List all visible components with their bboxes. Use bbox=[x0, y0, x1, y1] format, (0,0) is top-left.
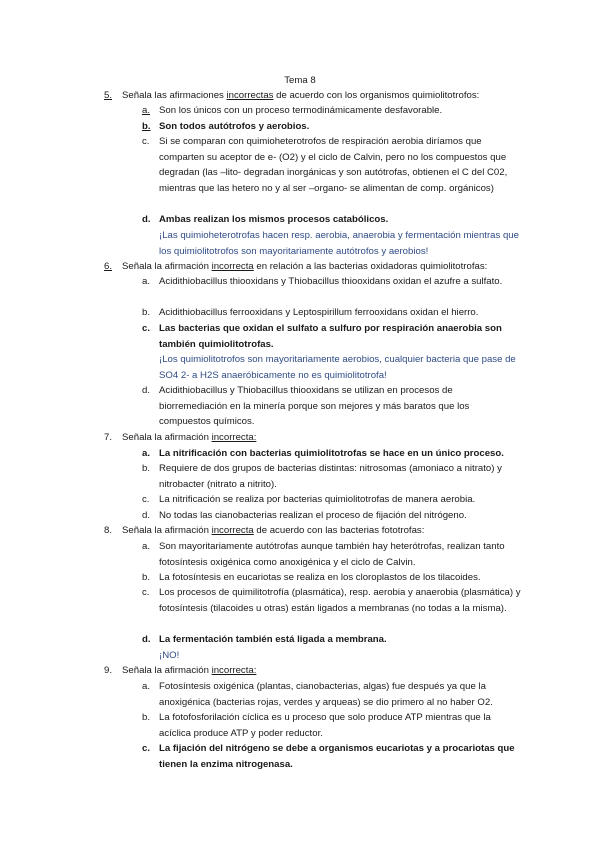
question-text: Señala la afirmación incorrecta: bbox=[122, 665, 257, 676]
option-5d: d. Ambas realizan los mismos procesos catabólicos. bbox=[142, 214, 389, 225]
option-7d: d. No todas las cianobacterias realizan el proceso de fijación del nitrógeno. bbox=[142, 510, 467, 521]
option-5a: a. Son los únicos con un proceso termodinámicamente desfavorable. bbox=[142, 105, 443, 116]
option-6a: a. Acidithiobacillus thiooxidans y Thiobacillus thiooxidans oxidan el azufre a sulfato. bbox=[142, 276, 503, 287]
question-number: 6. bbox=[104, 261, 113, 272]
question-5 bbox=[104, 88, 524, 104]
option-8d: d. La fermentación también está ligada a membrana. bbox=[142, 634, 387, 645]
question-text: Señala la afirmación incorrecta: bbox=[122, 432, 257, 443]
question-6 bbox=[104, 259, 524, 275]
question-text: Señala la afirmación incorrecta de acuerdo con las bacterias fototrofas: bbox=[122, 525, 425, 536]
question-9 bbox=[104, 663, 524, 679]
option-6b: b. Acidithiobacillus ferrooxidans y Leptospirillum ferrooxidans oxidan el hierro. bbox=[142, 307, 479, 318]
question-7 bbox=[104, 430, 524, 446]
question-number: 5. bbox=[104, 90, 113, 101]
option-6c: c. Las bacterias que oxidan el sulfato a sulfuro por respiración anaerobia son también quimiolitotrofas. bbox=[142, 323, 502, 350]
note-8: ¡NO! bbox=[159, 650, 180, 661]
option-7b: b. Requiere de dos grupos de bacterias distintas: nitrosomas (amoniaco a nitrato) y nitrobacter (nitrato a nitrito). bbox=[142, 463, 502, 490]
option-6d: d. Acidithiobacillus y Thiobacillus thiooxidans se utilizan en procesos de biorremediación en la minería porque son mejores y más baratos que los compuestos químicos. bbox=[142, 385, 470, 428]
option-7a: a. La nitrificación con bacterias quimiolitotrofas se hace en un único proceso. bbox=[142, 448, 504, 459]
option-8c: c. Los procesos de quimilitotrofía (plasmática), resp. aerobia y anaerobia (plasmática) y fotosíntesis (tilacoides u otras) están ligados a membranas (no todas a la misma). bbox=[142, 587, 521, 614]
page-title: Tema 8 bbox=[284, 75, 316, 86]
option-5c: c. Si se comparan con quimioheterotrofos de respiración aerobia diríamos que comparten su aceptor de e- (O2) y el ciclo de Calvin, pero no los compuestos que degradan (las –lito- degradan inorgánicas y son autótrofas, obtienen el C del C02, mientras que las hetero no y al ser –organo- se alimentan de comp. orgánicos) bbox=[142, 136, 508, 194]
question-number: 8. bbox=[104, 525, 113, 536]
option-7c: c. La nitrificación se realiza por bacterias quimiolitotrofas de manera aerobia. bbox=[142, 494, 476, 505]
option-9b: b. La fotofosforilación cíclica es u proceso que solo produce ATP mientras que la acíclica produce ATP y poder reductor. bbox=[142, 712, 491, 739]
option-9c: c. La fijación del nitrógeno se debe a organismos eucariotas y a procariotas que tienen la enzima nitrogenasa. bbox=[142, 743, 515, 770]
option-8a: a. Son mayoritariamente autótrofas aunque también hay heterótrofas, realizan tanto fotosíntesis oxigénica como anoxigénica y el ciclo de Calvin. bbox=[142, 541, 505, 568]
question-number: 9. bbox=[104, 665, 113, 676]
question-text: Señala la afirmación incorrecta en relación a las bacterias oxidadoras quimiolitotrofas: bbox=[122, 261, 488, 272]
option-8b: b. La fotosíntesis en eucariotas se realiza en los cloroplastos de los tilacoides. bbox=[142, 572, 481, 583]
option-9a: a. Fotosíntesis oxigénica (plantas, cianobacterias, algas) fue después ya que la anoxigénica (bacterias rojas, verdes y arqueas) se dio primero al no haber O2. bbox=[142, 681, 493, 708]
note-5: ¡Las quimioheterotrofas hacen resp. aerobia, anaerobia y fermentación mientras que los quimiolitotrofos son mayoritariamente autótrofos y aerobios! bbox=[159, 230, 519, 257]
question-8 bbox=[104, 523, 524, 539]
question-text: Señala las afirmaciones incorrectas de acuerdo con los organismos quimiolitotrofos: bbox=[122, 90, 480, 101]
note-6: ¡Los quimiolitotrofos son mayoritariamente aerobios, cualquier bacteria que pase de SO4 2- a H2S anaeróbicamente no es quimiolitotrofa! bbox=[159, 354, 516, 381]
option-5b: b. Son todos autótrofos y aerobios. bbox=[142, 121, 310, 132]
question-number: 7. bbox=[104, 432, 113, 443]
